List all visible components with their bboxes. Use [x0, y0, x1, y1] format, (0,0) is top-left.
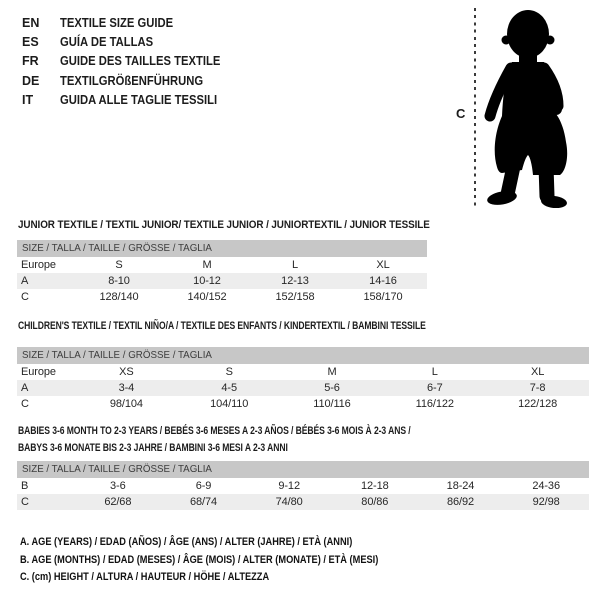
table-cell: 24-36	[532, 480, 560, 492]
table-row	[17, 478, 589, 494]
table-cell: 80/86	[361, 496, 389, 508]
row-label: Europe	[21, 366, 56, 378]
lang-code: ES	[22, 35, 39, 50]
table-row	[17, 494, 589, 510]
table-cell: 152/158	[275, 291, 315, 303]
row-label: B	[21, 480, 29, 492]
table-cell: L	[291, 259, 299, 271]
table-cell: 122/128	[518, 398, 558, 410]
lang-title: GUÍA DE TALLAS	[60, 35, 154, 50]
lang-code: IT	[22, 93, 34, 108]
table-cell: XL	[376, 259, 390, 271]
table-row	[17, 273, 427, 289]
height-label-c: C	[456, 106, 466, 121]
table-row	[17, 289, 427, 305]
junior-section-title: JUNIOR TEXTILE / TEXTIL JUNIOR/ TEXTILE JUNIOR / JUNIORTEXTIL / JUNIOR TESSILE	[18, 219, 430, 231]
lang-code: DE	[22, 73, 40, 88]
lang-title: TEXTILE SIZE GUIDE	[60, 15, 174, 30]
lang-row-it	[22, 91, 238, 110]
children-size-table	[17, 347, 589, 412]
height-measure-dotted-line	[474, 8, 476, 208]
junior-size-table	[17, 240, 427, 305]
footnote-b: B. AGE (MONTHS) / EDAD (MESES) / ÂGE (MOIS) / ALTER (MONATE) / ETÀ (MESI)	[20, 553, 379, 566]
table-cell: 12-13	[281, 275, 309, 287]
language-title-list	[22, 13, 238, 110]
lang-title: GUIDE DES TAILLES TEXTILE	[60, 54, 221, 69]
table-cell: XL	[530, 366, 545, 378]
table-row	[17, 396, 589, 412]
table-cell: 62/68	[104, 496, 132, 508]
table-cell: 92/98	[532, 496, 560, 508]
row-label: A	[21, 382, 29, 394]
table-cell: S	[115, 259, 123, 271]
lang-row-fr	[22, 52, 238, 71]
table-cell: 68/74	[189, 496, 217, 508]
table-cell: 18-24	[446, 480, 475, 492]
legend-footnotes	[20, 536, 447, 589]
table-cell: M	[202, 259, 212, 271]
lang-row-en	[22, 13, 238, 32]
lang-title: TEXTILGRÖßENFÜHRUNG	[60, 73, 204, 88]
table-cell: 116/122	[415, 398, 454, 410]
row-label: Europe	[21, 259, 56, 271]
table-cell: 6-7	[426, 382, 443, 394]
lang-row-es	[22, 32, 238, 51]
children-section-title: CHILDREN'S TEXTILE / TEXTIL NIÑO/A / TEXTILE DES ENFANTS / KINDERTEXTIL / BAMBINI TESSILE	[18, 320, 426, 332]
table-row	[17, 364, 589, 380]
size-header-bar: SIZE / TALLA / TAILLE / GRÖSSE / TAGLIA	[17, 347, 589, 364]
babies-title-line-2: BABYS 3-6 MONATE BIS 2-3 JAHRE / BAMBINI 3-6 MESI A 2-3 ANNI	[18, 441, 288, 454]
babies-section-title	[18, 423, 521, 456]
row-label: C	[21, 291, 29, 303]
table-cell: XS	[119, 366, 134, 378]
table-cell: 98/104	[109, 398, 143, 410]
size-header-bar: SIZE / TALLA / TAILLE / GRÖSSE / TAGLIA	[17, 240, 427, 257]
table-cell: 7-8	[529, 382, 546, 394]
table-cell: 74/80	[275, 496, 303, 508]
footnote-a: A. AGE (YEARS) / EDAD (AÑOS) / ÂGE (ANS) / ALTER (JAHRE) / ETÀ (ANNI)	[20, 536, 353, 548]
table-cell: 6-9	[195, 480, 212, 492]
table-cell: 86/92	[446, 496, 474, 508]
babies-size-table	[17, 461, 589, 510]
row-label: C	[21, 398, 29, 410]
table-cell: S	[225, 366, 233, 378]
table-cell: 4-5	[221, 382, 237, 394]
table-cell: 128/140	[99, 291, 139, 303]
row-label: A	[21, 275, 29, 287]
table-cell: 9-12	[278, 480, 300, 492]
table-cell: 158/170	[363, 291, 403, 303]
table-cell: M	[327, 366, 337, 378]
table-cell: 104/110	[210, 398, 249, 410]
size-header-bar: SIZE / TALLA / TAILLE / GRÖSSE / TAGLIA	[17, 461, 589, 478]
table-cell: 110/116	[313, 398, 351, 410]
table-cell: 140/152	[187, 291, 227, 303]
table-row	[17, 257, 427, 273]
table-cell: 5-6	[324, 382, 340, 394]
table-cell: 14-16	[369, 275, 397, 287]
table-cell: 10-12	[193, 275, 221, 287]
table-cell: 3-4	[118, 382, 135, 394]
footnote-c: C. (cm) HEIGHT / ALTURA / HAUTEUR / HÖHE / ALTEZZA	[20, 571, 270, 584]
lang-code: EN	[22, 15, 40, 30]
lang-title: GUIDA ALLE TAGLIE TESSILI	[60, 93, 218, 108]
lang-code: FR	[22, 54, 39, 69]
row-label: C	[21, 496, 29, 508]
lang-row-de	[22, 71, 238, 90]
table-cell: 8-10	[108, 275, 130, 287]
table-cell: 12-18	[361, 480, 389, 492]
babies-title-line-1: BABIES 3-6 MONTH TO 2-3 YEARS / BEBÉS 3-6 MESES A 2-3 AÑOS / BÉBÉS 3-6 MOIS À 2-3 ANS /	[18, 425, 411, 437]
baby-silhouette-icon	[484, 6, 580, 208]
table-cell: 3-6	[110, 480, 126, 492]
table-cell: L	[431, 366, 438, 378]
table-row	[17, 380, 589, 396]
